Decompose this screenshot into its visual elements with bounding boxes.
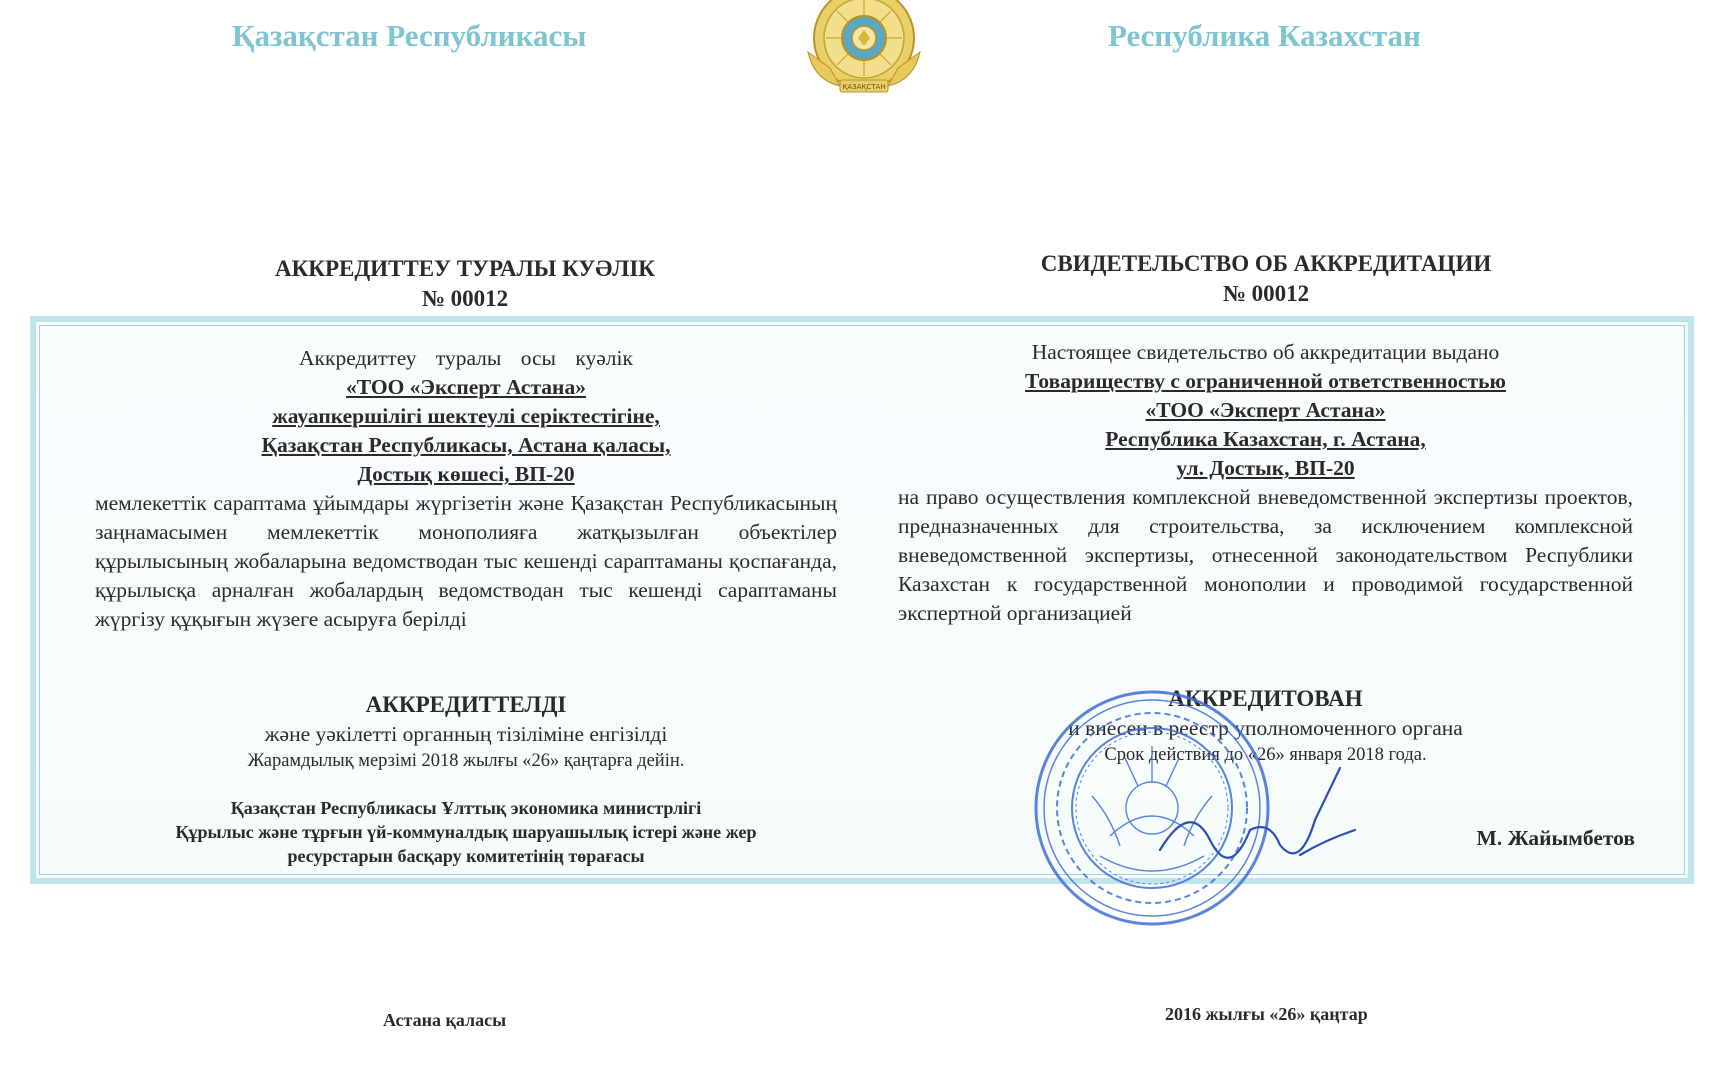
emblem-text: ҚАЗАҚСТАН <box>842 83 886 91</box>
header-kz-title: Қазақстан Республикасы <box>232 18 587 53</box>
kz-signer-block <box>95 796 837 868</box>
ru-body-section <box>898 338 1633 628</box>
ru-body-text: на право осуществления комплексной вневедомственной экспертизы проектов, предназначенных для строительства, за исключением комплексной вневедомственной экспертизы, отнесенной законодательством Республики Казахстан к государственной монополии и проводимой государственной экспертной организацией <box>898 485 1633 625</box>
ru-validity-text: Срок действия до «26» января 2018 года. <box>1104 745 1427 765</box>
kz-body-text: мемлекеттік сараптама ұйымдары жүргізетін және Қазақстан Республикасының заңнамасымен мемлекеттік монополияға жатқызылған объектілер құрылысының жобаларына ведомстводан тыс кешенді сараптаманы қоспағанда, құрылысқа арналған жобалардың ведомстводан тыс кешенді сараптаманы жүргізу құқығын жүзеге асыруға берілді <box>95 491 837 631</box>
kz-org-line: жауапкершілігі шектеулі серіктестігіне, <box>272 404 660 428</box>
ru-certificate-number: № 00012 <box>1222 281 1310 306</box>
ru-org-line: «ТОО «Эксперт Астана» <box>1145 398 1386 422</box>
kz-certificate-title <box>110 254 820 314</box>
ru-intro: Настоящее свидетельство об аккредитации выдано <box>1031 340 1500 364</box>
ru-org-line: Товариществу с ограниченной ответственностью <box>1025 369 1506 393</box>
issue-date: 2016 жылғы «26» қаңтар <box>1165 1004 1368 1024</box>
kz-signer-line: Құрылыс және тұрғын үй-коммуналдық шаруашылық істері және жер <box>175 822 757 842</box>
kz-signer-line: Қазақстан Республикасы Ұлттық экономика министрлігі <box>230 798 702 818</box>
ru-signer-name: М. Жайымбетов <box>1476 826 1635 850</box>
kz-accredited-label: АККРЕДИТТЕЛДІ <box>365 692 567 717</box>
ru-org-line: Республика Казахстан, г. Астана, <box>1105 427 1426 451</box>
kz-org-line: Достық көшесі, ВП-20 <box>357 462 575 486</box>
kz-org-line: Қазақстан Республикасы, Астана қаласы, <box>261 433 671 457</box>
ru-org-line: ул. Достык, ВП-20 <box>1176 456 1355 480</box>
kz-certificate-number: № 00012 <box>421 286 509 311</box>
ru-registry-text: и внесен в реестр уполномоченного органа <box>1068 716 1463 740</box>
ru-certificate-title <box>906 249 1626 309</box>
kz-validity-text: Жарамдылық мерзімі 2018 жылғы «26» қаңтарға дейін. <box>247 751 685 771</box>
header-ru-title: Республика Казахстан <box>1108 18 1421 53</box>
kazakhstan-state-emblem-icon <box>800 0 928 98</box>
kz-org-line: «ТОО «Эксперт Астана» <box>346 375 586 399</box>
ru-accredited-label: АККРЕДИТОВАН <box>1168 686 1363 711</box>
kz-signer-line: ресурстарын басқару комитетінің төрағасы <box>287 846 645 866</box>
kz-accreditation-block <box>95 690 837 774</box>
kz-intro: Аккредиттеу туралы осы куәлік <box>299 346 633 370</box>
handwritten-signature-icon <box>1150 760 1360 880</box>
issue-city: Астана қаласы <box>383 1010 507 1030</box>
ru-title-text: СВИДЕТЕЛЬСТВО ОБ АККРЕДИТАЦИИ <box>1040 251 1492 276</box>
kz-registry-text: және уәкілетті органның тізіліміне енгізілді <box>264 722 668 746</box>
kz-title-text: АККРЕДИТТЕУ ТУРАЛЫ КУӘЛІК <box>275 256 655 281</box>
kz-body-section <box>95 344 837 634</box>
